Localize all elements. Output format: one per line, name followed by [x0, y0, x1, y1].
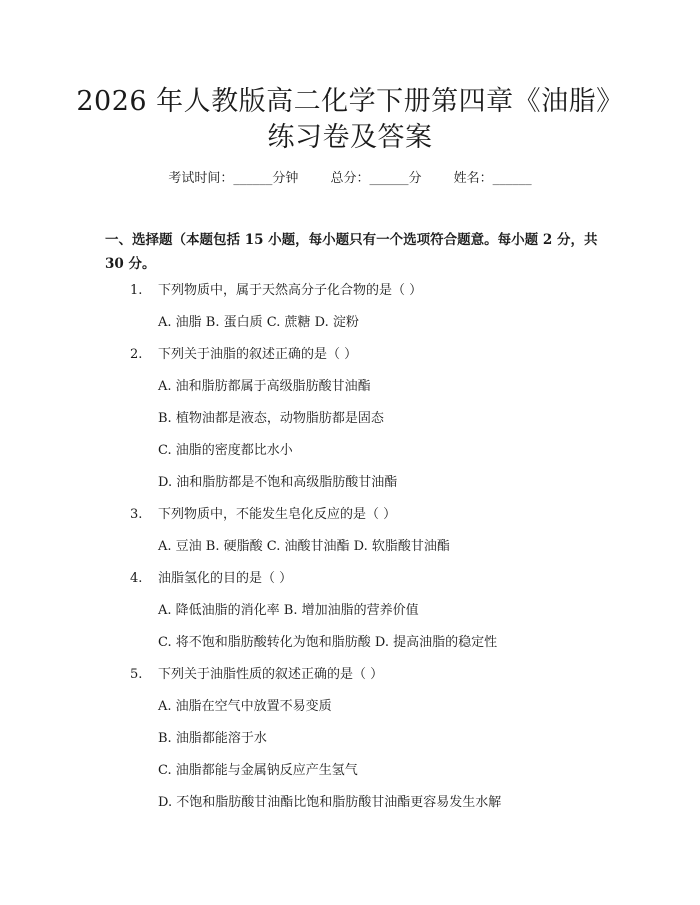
question-2-option-a: A. 油和脂肪都属于高级脂肪酸甘油酯	[158, 379, 371, 394]
exam-score: 总分：______分	[330, 171, 422, 186]
question-2-option-b: B. 植物油都是液态，动物脂肪都是固态	[158, 411, 384, 426]
question-3	[130, 506, 396, 524]
question-number: 5.	[130, 667, 143, 682]
question-number: 1.	[130, 283, 143, 298]
section-heading-line-1: 一、选择题（本题包括 15 小题，每小题只有一个选项符合题意。每小题 2 分，共	[105, 232, 598, 248]
question-2-option-d: D. 油和脂肪都是不饱和高级脂肪酸甘油酯	[158, 475, 398, 490]
question-text: 下列关于油脂的叙述正确的是（ ）	[158, 347, 358, 362]
question-number: 4.	[130, 571, 143, 586]
question-number: 2.	[130, 347, 143, 362]
question-1-options: A. 油脂 B. 蛋白质 C. 蔗糖 D. 淀粉	[158, 315, 359, 330]
question-4-options-ab: A. 降低油脂的消化率 B. 增加油脂的营养价值	[158, 603, 419, 618]
question-3-options: A. 豆油 B. 硬脂酸 C. 油酸甘油酯 D. 软脂酸甘油酯	[158, 539, 450, 554]
question-1	[130, 282, 422, 300]
section-heading-line-2: 30 分。	[105, 256, 156, 272]
question-2-option-c: C. 油脂的密度都比水小	[158, 443, 293, 458]
question-5-option-c: C. 油脂都能与金属钠反应产生氢气	[158, 763, 358, 778]
question-text: 下列关于油脂性质的叙述正确的是（ ）	[158, 667, 384, 682]
question-5	[130, 666, 383, 684]
question-text: 油脂氢化的目的是（ ）	[158, 571, 293, 586]
section-heading	[105, 228, 605, 276]
exam-time: 考试时间：______分钟	[168, 171, 299, 186]
question-4-options-cd: C. 将不饱和脂肪酸转化为饱和脂肪酸 D. 提高油脂的稳定性	[158, 635, 498, 650]
question-5-option-a: A. 油脂在空气中放置不易变质	[158, 699, 332, 714]
question-2	[130, 346, 357, 364]
question-text: 下列物质中，属于天然高分子化合物的是（ ）	[158, 283, 423, 298]
question-number: 3.	[130, 507, 143, 522]
question-4	[130, 570, 292, 588]
exam-meta	[0, 170, 700, 188]
question-5-option-d: D. 不饱和脂肪酸甘油酯比饱和脂肪酸甘油酯更容易发生水解	[158, 795, 502, 810]
exam-name: 姓名：______	[453, 171, 532, 186]
question-text: 下列物质中，不能发生皂化反应的是（ ）	[158, 507, 397, 522]
question-5-option-b: B. 油脂都能溶于水	[158, 731, 267, 746]
page-title-line-2: 练习卷及答案	[267, 122, 433, 153]
page-title-line-1: 2026 年人教版高二化学下册第四章《油脂》	[76, 86, 624, 117]
